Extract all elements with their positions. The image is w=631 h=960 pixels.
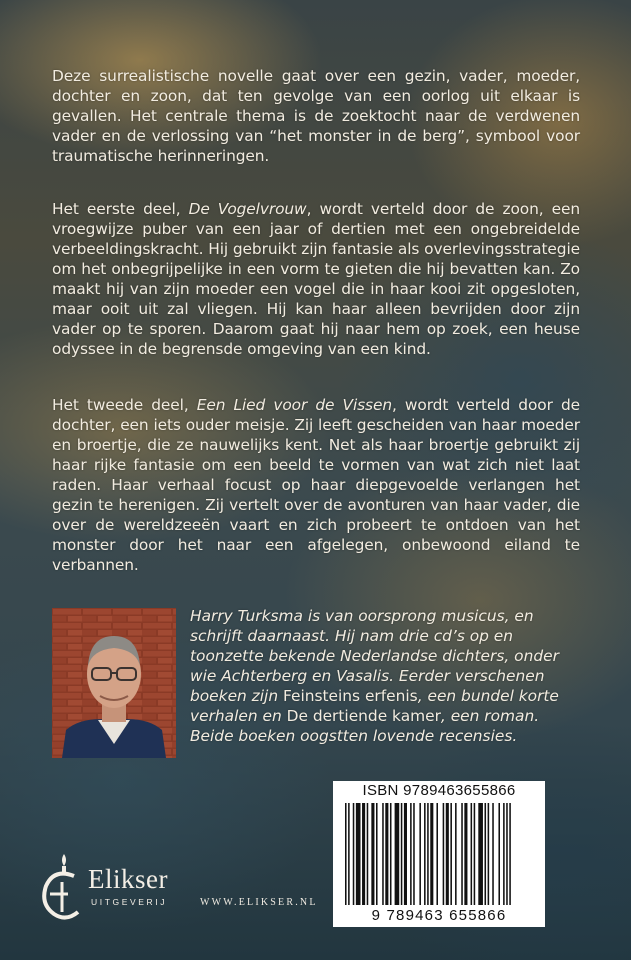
barcode-bar bbox=[461, 803, 463, 905]
barcode-bar bbox=[371, 803, 374, 905]
barcode-bar bbox=[410, 803, 412, 905]
barcode-bar bbox=[382, 803, 384, 905]
barcode-bar bbox=[404, 803, 407, 905]
barcode-bars bbox=[333, 781, 545, 927]
barcode-bar bbox=[503, 803, 505, 905]
publisher-website: WWW.ELIKSER.NL bbox=[200, 897, 318, 908]
publisher-logo bbox=[40, 852, 190, 922]
book-part-title: De Vogelvrouw bbox=[188, 200, 307, 218]
bio-text: , een bundel korte verhalen en bbox=[190, 687, 559, 725]
blurb-text: Het tweede deel, bbox=[52, 396, 197, 414]
barcode-bar bbox=[485, 803, 487, 905]
blurb-paragraph-2 bbox=[52, 199, 580, 359]
book-part-title: Een Lied voor de Vissen bbox=[196, 396, 392, 414]
barcode-bar bbox=[509, 803, 511, 905]
barcode-bar bbox=[430, 803, 433, 905]
barcode-bar bbox=[353, 803, 355, 905]
elikser-e-logo-icon bbox=[40, 852, 86, 922]
barcode-bar bbox=[385, 803, 388, 905]
blurb-paragraph-1: Deze surrealistische novelle gaat over een gezin, vader, moeder, dochter en zoon, dat ten gevolge van een oorlog uit elkaar is gevallen. Het centrale thema is de zoektocht naar de verdwenen vader en de verlossing van “het monster in de berg”, symbool voor traumatische herinneringen. bbox=[52, 67, 580, 165]
barcode-bar bbox=[498, 803, 500, 905]
barcode-bar bbox=[424, 803, 426, 905]
blurb-text: , wordt verteld door de dochter, een iets ouder meisje. Zij leeft gescheiden van haar moeder en broertje, die ze nauwelijks kent. Net als haar broertje gebruikt zij haar rijke fantasie om een beeld te vormen van wat zich niet laat raden. Haar verhaal focust op haar diepgevoelde verlangen het gezin te herenigen. Zij vertelt over de avonturen van haar vader, die over de wereldzeeën vaart en zich probeert te ontdoen van het monster door het naar een afgelegen, onbewoond eiland te verbannen. bbox=[52, 396, 580, 574]
barcode-bar bbox=[413, 803, 415, 905]
blurb-paragraph-3 bbox=[52, 395, 580, 575]
bio-text: Harry Turksma is van oorsprong musicus, en schrijft daarnaast. Hij nam drie cd’s op en toonzette bekende Nederlandse dichters, onder wie Achterberg en Vasalis. Eerder verschenen boeken zijn bbox=[190, 607, 559, 705]
book-title: Feinsteins erfenis bbox=[282, 687, 418, 705]
barcode-bar bbox=[419, 803, 421, 905]
barcode-bar bbox=[401, 803, 403, 905]
barcode-bar bbox=[356, 803, 361, 905]
isbn-barcode bbox=[333, 781, 545, 927]
barcode-bar bbox=[443, 803, 445, 905]
barcode-bar bbox=[390, 803, 392, 905]
author-bio bbox=[190, 606, 580, 746]
barcode-bar bbox=[506, 803, 508, 905]
barcode-bar bbox=[376, 803, 378, 905]
barcode-bar bbox=[436, 803, 438, 905]
publisher-name: Elikser bbox=[88, 864, 168, 894]
barcode-bar bbox=[455, 803, 457, 905]
bio-text: , een roman. Beide boeken oogstten lovende recensies. bbox=[190, 707, 540, 745]
barcode-bar bbox=[492, 803, 494, 905]
barcode-bar bbox=[488, 803, 490, 905]
barcode-bar bbox=[348, 803, 350, 905]
barcode-bar bbox=[478, 803, 483, 905]
barcode-bar bbox=[474, 803, 476, 905]
barcode-bar bbox=[450, 803, 452, 905]
isbn-digits: 9 789463 655866 bbox=[371, 907, 507, 924]
barcode-bar bbox=[427, 803, 429, 905]
blurb-text: Het eerste deel, bbox=[52, 200, 189, 218]
barcode-bar bbox=[464, 803, 467, 905]
publisher-subtitle: UITGEVERIJ bbox=[91, 897, 168, 907]
barcode-bar bbox=[471, 803, 473, 905]
barcode-bar bbox=[395, 803, 400, 905]
barcode-bar bbox=[367, 803, 369, 905]
barcode-bar bbox=[345, 803, 347, 905]
blurb-text: , wordt verteld door de zoon, een vroegwijze puber van een jaar of dertien met een ongebreidelde verbeeldingskracht. Hij gebruikt zijn fantasie als overlevingsstrategie om het onbegrijpelijke in een vorm te gieten die hij bevatten kan. Zo maakt hij van zijn moeder een vogel die in haar kooi zit opgesloten, maar ooit uit zal vliegen. Hij kan haar alleen bevrijden door zijn vader op te sporen. Daarom gaat hij naar hem op zoek, een heuse odyssee in de begrensde omgeving van een kind. bbox=[52, 200, 580, 358]
author-portrait bbox=[52, 608, 176, 758]
barcode-bar bbox=[446, 803, 449, 905]
barcode-bar bbox=[362, 803, 365, 905]
book-title: De dertiende kamer bbox=[286, 707, 441, 725]
isbn-label: ISBN 9789463655866 bbox=[362, 782, 516, 799]
